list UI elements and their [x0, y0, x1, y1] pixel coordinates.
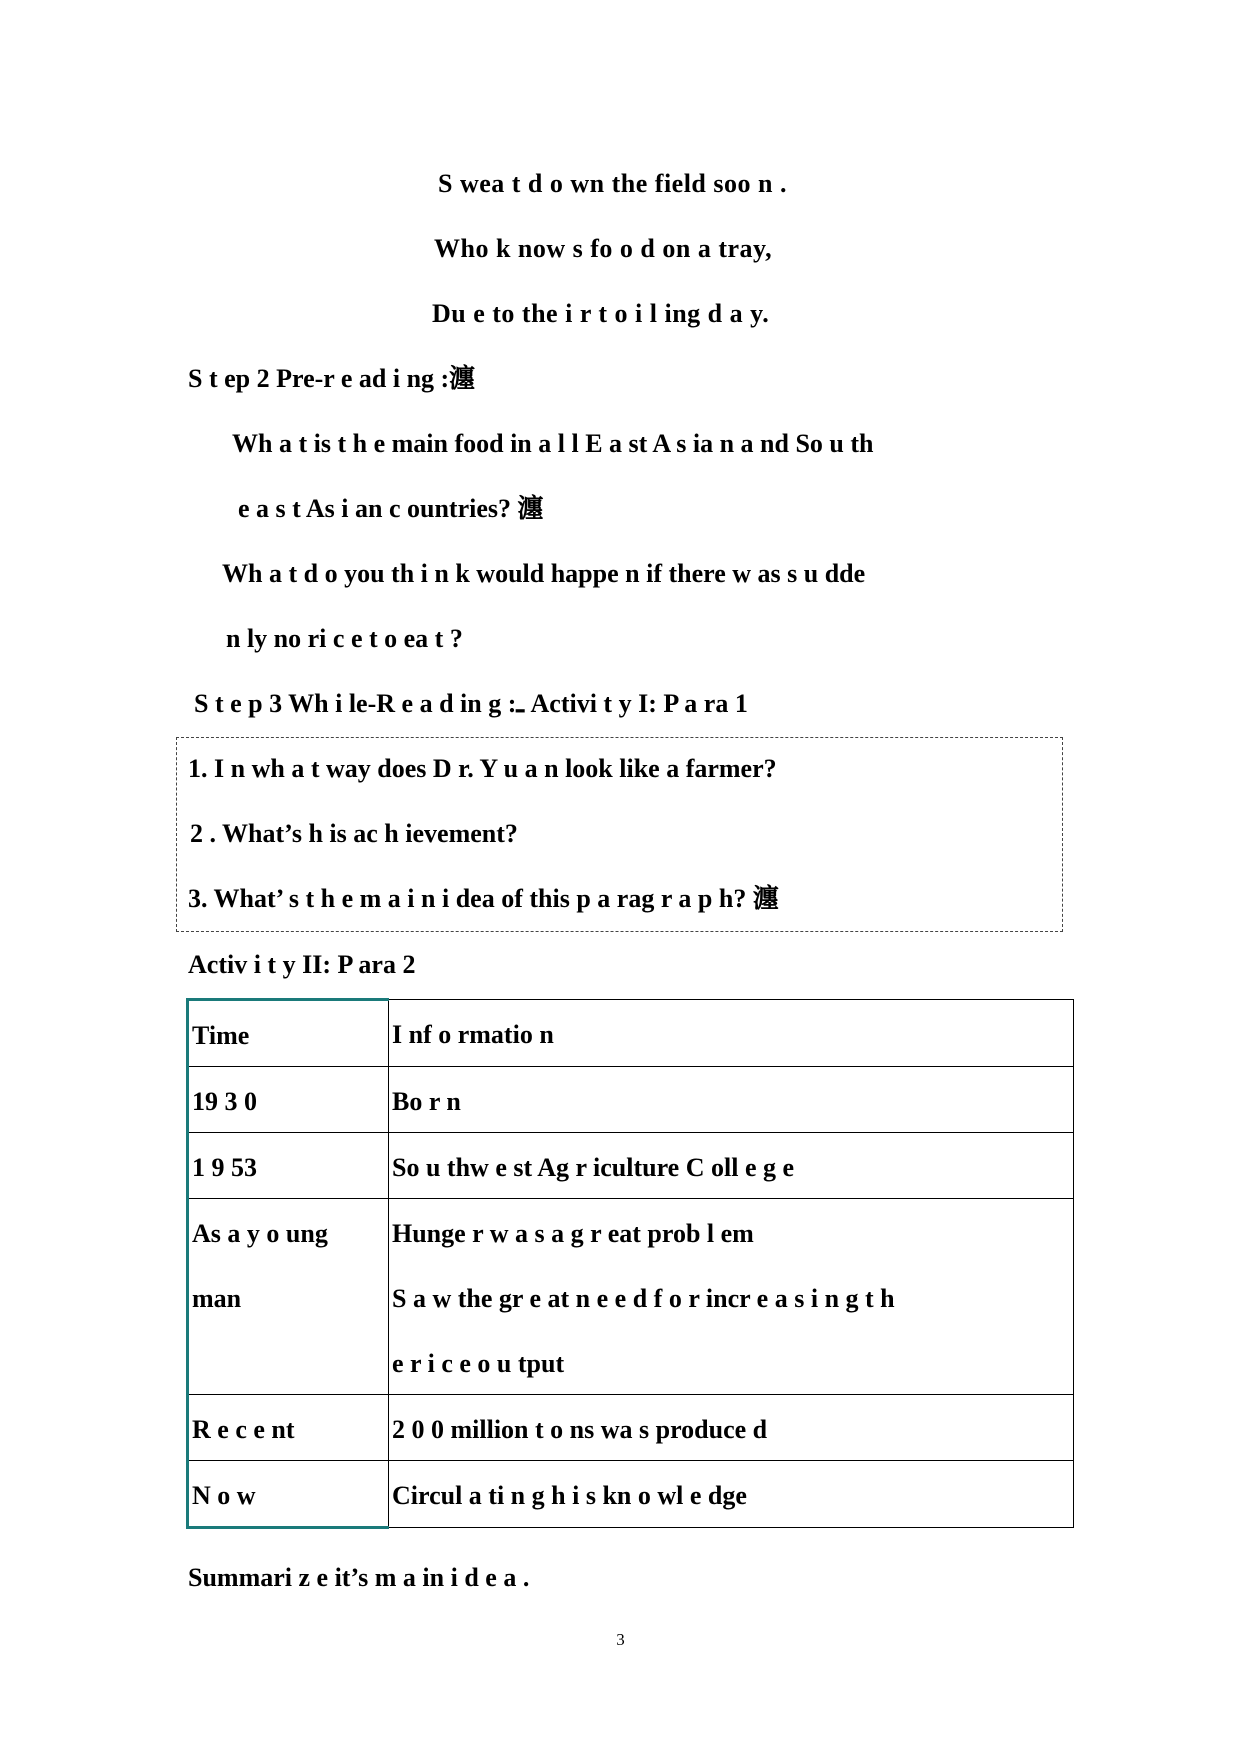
achievement-table	[186, 998, 1074, 1529]
table-cell-time: N o w	[188, 1461, 389, 1528]
step2-question1-line1: Wh a t is t h e main food in a l l E a st A s ia n a nd So u th	[232, 429, 874, 458]
activity1-question-2: 2 . What’s h is ac h ievement?	[190, 819, 518, 848]
table-cell-info: 2 0 0 million t o ns wa s produce d	[389, 1395, 1074, 1461]
step2-heading: S t ep 2 Pre-r e ad i ng :瀍	[188, 364, 476, 393]
poem-line-3: Du e to the i r t o i l ing d a y.	[432, 299, 770, 328]
activity1-question-3: 3. What’ s t h e m a i n i dea of this p a rag r a p h? 瀍	[188, 884, 779, 913]
activity1-question-1: 1. I n wh a t way does D r. Y u a n look like a farmer?	[188, 754, 777, 783]
table-cell-info: So u thw e st Ag r iculture C oll e g e	[389, 1133, 1074, 1199]
summary-instruction: Summari z e it’s m a in i d e a .	[188, 1563, 530, 1592]
table-cell-time: 19 3 0	[188, 1067, 389, 1133]
step2-question1-line2: e a s t As i an c ountries? 瀍	[238, 494, 544, 523]
table-row	[188, 1395, 1074, 1461]
table-cell-time: 1 9 53	[188, 1133, 389, 1199]
step2-question2-line2: n ly no ri c e t o ea t ?	[226, 624, 463, 653]
table-header-time: Time	[188, 1000, 389, 1067]
table-cell-info: Circul a ti n g h i s kn o wl e dge	[389, 1461, 1074, 1528]
poem-line-2: Who k now s fo o d on a tray,	[434, 234, 773, 263]
step3-heading: S t e p 3 Wh i le-R e a d in g :ـ Activi t y I: P a ra 1	[194, 689, 748, 718]
table-row	[188, 1199, 1074, 1395]
activity2-heading: Activ i t y II: P ara 2	[188, 950, 416, 979]
table-cell-info: Hunge r w a s a g r eat prob l em S a w the gr e at n e e d f o r incr e a s i n g t h e r i c e o u tput	[389, 1199, 1074, 1395]
table-header-row	[188, 1000, 1074, 1067]
table-row	[188, 1133, 1074, 1199]
poem-line-1: S wea t d o wn the field soo n .	[438, 169, 787, 198]
page-number: 3	[616, 1630, 625, 1649]
table-cell-info: Bo r n	[389, 1067, 1074, 1133]
table-header-information: I nf o rmatio n	[389, 1000, 1074, 1067]
step2-question2-line1: Wh a t d o you th i n k would happe n if there w as s u dde	[222, 559, 866, 588]
table-cell-time: As a y o ung man	[188, 1199, 389, 1395]
table-row	[188, 1067, 1074, 1133]
table-row	[188, 1461, 1074, 1528]
table-cell-time: R e c e nt	[188, 1395, 389, 1461]
